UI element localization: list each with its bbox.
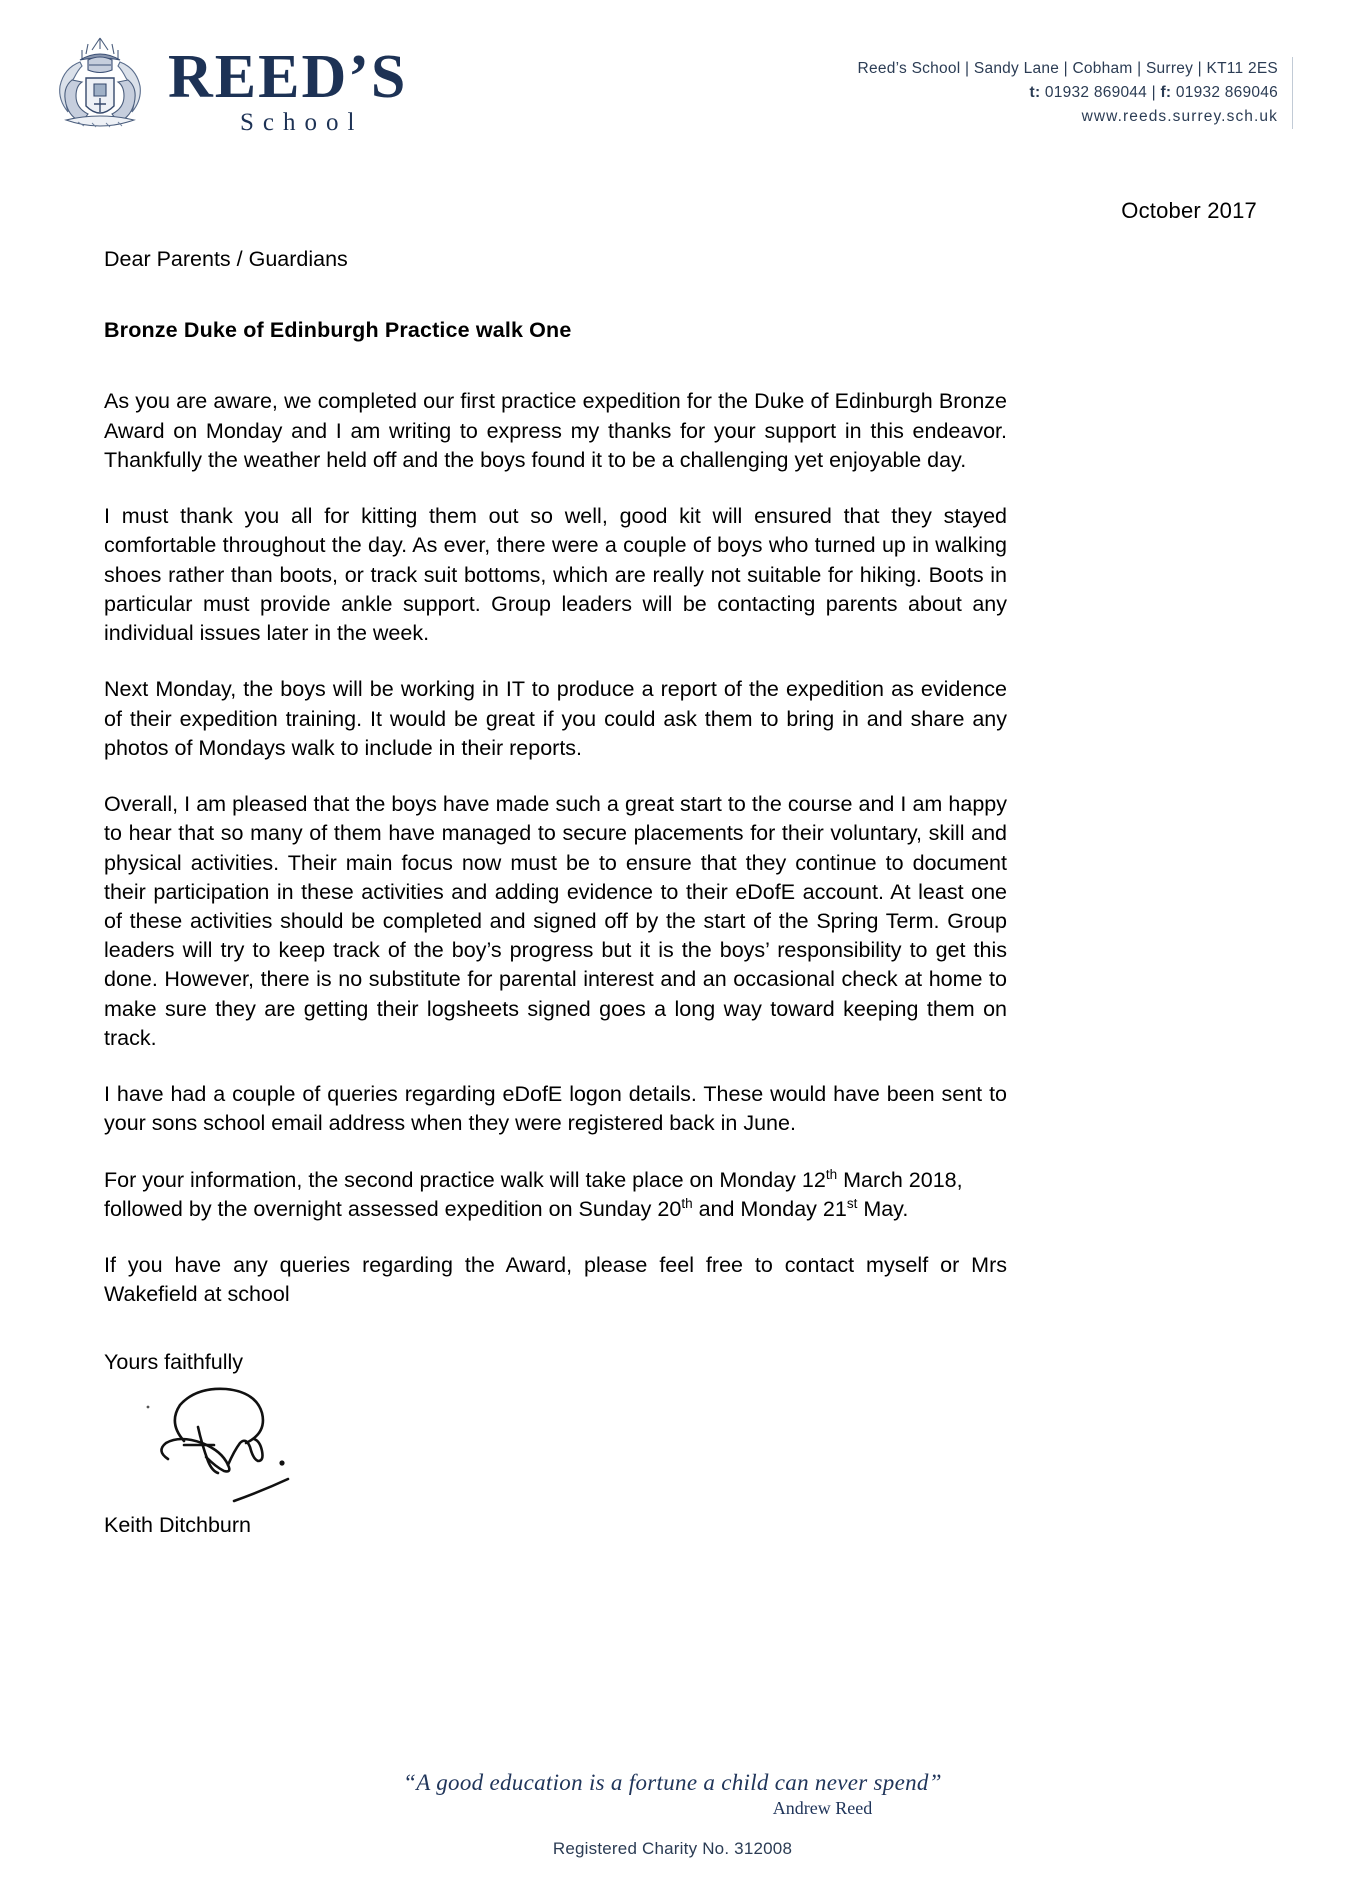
p6-sup-3: st bbox=[846, 1195, 858, 1211]
contact-details bbox=[858, 57, 1293, 129]
subject-heading: Bronze Duke of Edinburgh Practice walk One bbox=[104, 318, 572, 343]
paragraph-6 bbox=[104, 1166, 1007, 1224]
phone-number: 01932 869044 bbox=[1044, 84, 1148, 102]
contact-address: Reed’s School | Sandy Lane | Cobham | Surrey | KT11 2ES bbox=[857, 60, 1278, 77]
school-crest-icon bbox=[48, 34, 152, 144]
salutation: Dear Parents / Guardians bbox=[104, 247, 348, 271]
paragraph-4: Overall, I am pleased that the boys have made such a great start to the course and I am happy to hear that so many of them have managed to secure placements for their voluntary, skill and physical activities. Their main focus now must be to ensure that they continue to document their participation in these activities and adding evidence to their eDofE account. At least one of these activities should be completed and signed off by the start of the Spring Term. Group leaders will try to keep track of the boy’s progress but it is the boys’ responsibility to get this done. However, there is no substitute for parental interest and an occasional check at home to make sure they are getting their logsheets signed goes a long way toward keeping them on track. bbox=[104, 792, 1007, 1050]
p6-part-3: and Monday 21 bbox=[692, 1196, 847, 1221]
paragraph-1: As you are aware, we completed our first practice expedition for the Duke of Edinburgh Bronze Award on Monday and I am writing to express my thanks for your support in this endeavor. Thankfully the weather held off and the boys found it to be a challenging yet enjoyable day. bbox=[104, 389, 1007, 472]
page-footer bbox=[0, 1770, 1345, 1859]
paragraph-5: I have had a couple of queries regarding eDofE logon details. These would have been sent to your sons school email address when they were registered back in June. bbox=[104, 1082, 1007, 1136]
paragraph-7: If you have any queries regarding the Award, please feel free to contact myself or Mrs Wakefield at school bbox=[104, 1253, 1007, 1307]
letter-body bbox=[104, 245, 1007, 1540]
wordmark-main: REED’S bbox=[168, 42, 408, 111]
phone-label: t: bbox=[1029, 84, 1041, 102]
p6-part-1: For your information, the second practice walk will take place on Monday 12 bbox=[104, 1167, 826, 1192]
school-logo bbox=[48, 34, 407, 144]
school-wordmark bbox=[168, 41, 407, 138]
footer-charity-number: Registered Charity No. 312008 bbox=[552, 1839, 793, 1858]
footer-attribution: Andrew Reed bbox=[772, 1798, 873, 1818]
contact-separator: | bbox=[1151, 84, 1156, 102]
letter-date: October 2017 bbox=[1121, 198, 1257, 223]
wordmark-sub: School bbox=[240, 109, 364, 137]
letterhead bbox=[0, 0, 1345, 160]
p6-sup-2: th bbox=[681, 1195, 693, 1211]
contact-website: www.reeds.surrey.sch.uk bbox=[1081, 108, 1278, 126]
paragraph-2: I must thank you all for kitting them out so well, good kit will ensured that they stayed comfortable throughout the day. As ever, there were a couple of boys who turned up in walking shoes rather than boots, or track suit bottoms, which are really not suitable for hiking. Boots in particular must provide ankle support. Group leaders will be contacting parents about any individual issues later in the week. bbox=[104, 504, 1007, 646]
footer-quote: “A good education is a fortune a child can never spend” bbox=[403, 1770, 942, 1795]
paragraph-3: Next Monday, the boys will be working in IT to produce a report of the expedition as evidence of their expedition training. It would be great if you could ask them to bring in and share any photos of Mondays walk to include in their reports. bbox=[104, 677, 1007, 760]
fax-number: 01932 869046 bbox=[1175, 84, 1278, 102]
handwritten-signature bbox=[122, 1383, 352, 1503]
contact-phone-fax bbox=[858, 81, 1278, 105]
signer-name: Keith Ditchburn bbox=[104, 1512, 251, 1537]
closing-line: Yours faithfully bbox=[104, 1349, 244, 1374]
fax-label: f: bbox=[1160, 84, 1172, 102]
p6-part-4: May. bbox=[857, 1196, 909, 1221]
p6-part-2: March 2018, followed by the overnight assessed expedition on Sunday 20 bbox=[104, 1167, 963, 1221]
p6-sup-1: th bbox=[825, 1166, 838, 1182]
